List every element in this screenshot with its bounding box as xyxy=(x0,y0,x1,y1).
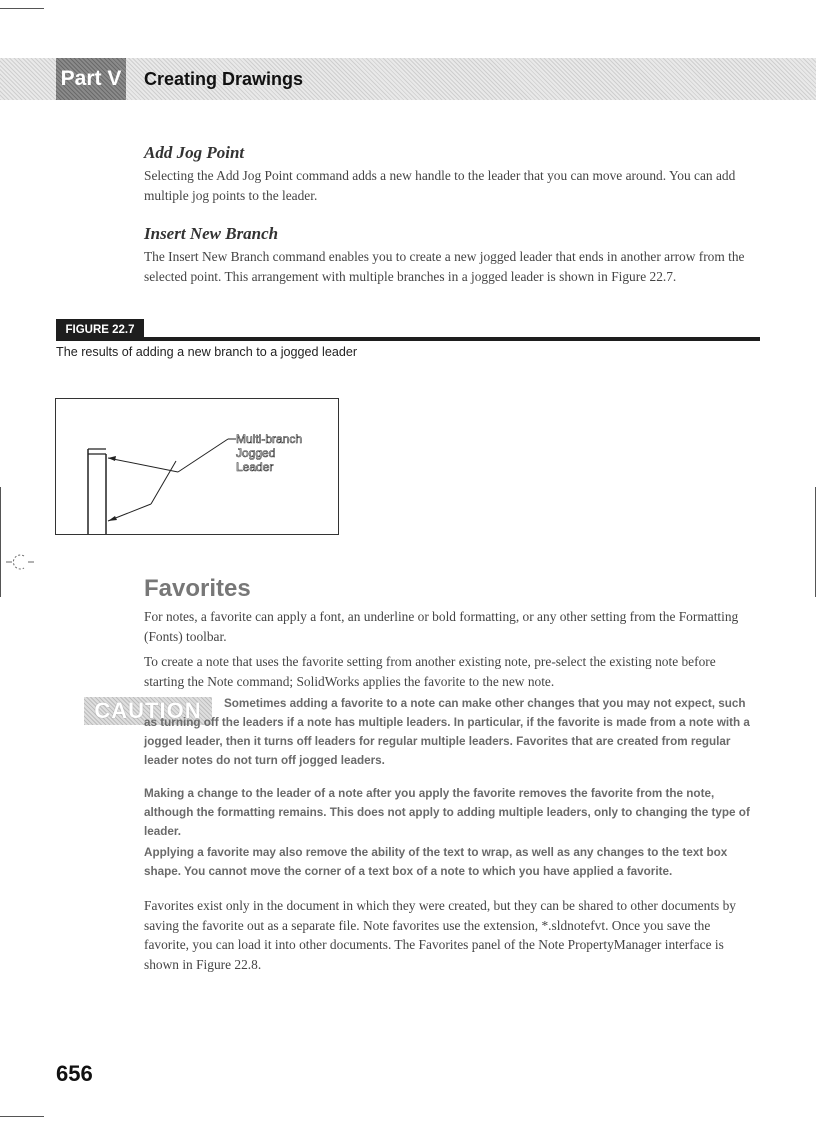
favorites-paragraph: For notes, a favorite can apply a font, an underline or bold formatting, or any other setting from the Formatting (Fonts) toolbar. xyxy=(144,609,739,644)
caution-paragraph: Sometimes adding a favorite to a note can make other changes that you may not expect, such as turning off the leaders if a note has multiple leaders. In particular, if the favorite is made from a note with a jogged leader, then it turns off leaders for regular multiple leaders. Favorites that are created from regular leader notes do not turn off jogged leaders. xyxy=(144,697,750,767)
favorites-closing-paragraph: Favorites exist only in the document in which they were created, but they can be shared to other documents by saving the favorite out as a separate file. Note favorites use the extension, *.sldnotefvt. Once you save the favorite, you can load it into other documents. The Favorites panel of the Note PropertyManager interface is shown in Figure 22.8. xyxy=(144,898,736,972)
caution-badge: CAUTION xyxy=(84,697,212,725)
figure-caption: The results of adding a new branch to a jogged leader xyxy=(56,345,358,359)
crop-mark xyxy=(0,487,1,597)
crop-mark xyxy=(0,1116,44,1117)
favorites-paragraph: To create a note that uses the favorite setting from another existing note, pre-select the existing note before starting the Note command; SolidWorks applies the favorite to the new note. xyxy=(144,654,716,689)
figure-image xyxy=(55,398,339,535)
caution-paragraph: Applying a favorite may also remove the ability of the text to wrap, as well as any changes to the text box shape. You cannot move the corner of a text box of a note to which you have applied a favorite. xyxy=(144,846,728,878)
figure-label: FIGURE 22.7 xyxy=(56,319,144,341)
caution-paragraph: Making a change to the leader of a note after you apply the favorite removes the favorite from the note, although the formatting remains. This does not apply to adding multiple leaders, only to changing the type of leader. xyxy=(144,787,750,838)
note-line: Jogged xyxy=(236,446,276,460)
section-heading-add-jog-point: Add Jog Point xyxy=(144,143,245,162)
section-title-favorites: Favorites xyxy=(144,575,251,602)
section-heading-insert-new-branch: Insert New Branch xyxy=(144,224,279,243)
crop-mark xyxy=(0,8,44,9)
note-line: Multi-branch xyxy=(236,432,303,446)
part-label: Part V xyxy=(60,67,122,90)
chapter-title: Creating Drawings xyxy=(144,69,304,89)
section-body-add-jog-point: Selecting the Add Jog Point command adds a new handle to the leader that you can move around. You can add multiple jog points to the leader. xyxy=(144,168,736,203)
page-number: 656 xyxy=(56,1061,93,1086)
registration-mark-icon xyxy=(6,548,34,576)
jogged-leader-drawing xyxy=(56,399,338,534)
section-body-insert-new-branch: The Insert New Branch command enables you to create a new jogged leader that ends in another arrow from the selected point. This arrangement with multiple branches in a jogged leader is shown in Figure 22.7. xyxy=(144,249,745,284)
figure-rule xyxy=(56,337,760,341)
note-line: Leader xyxy=(236,460,274,474)
